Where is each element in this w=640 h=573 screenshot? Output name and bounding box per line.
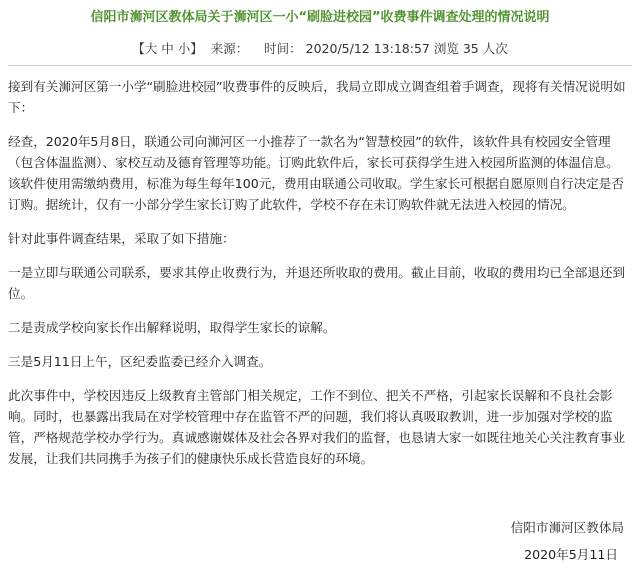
article-meta	[0, 41, 640, 57]
font-size-medium-button[interactable]: 中	[161, 41, 174, 56]
article-body	[8, 76, 626, 482]
paragraph-measure-3: 三是5月11日上午，区纪委监委已经介入调查。	[8, 354, 272, 369]
font-size-large-button[interactable]: 大	[144, 41, 158, 56]
page-title: 信阳市浉河区教体局关于浉河区一小“刷脸进校园”收费事件调查处理的情况说明	[90, 10, 550, 25]
paragraph-measures-intro: 针对此事件调查结果，采取了如下措施：	[8, 231, 235, 246]
font-size-bracket-close: 】	[190, 41, 203, 56]
paragraph-conclusion: 此次事件中，学校因违反上级教育主管部门相关规定，工作不到位、把关不严格，引起家长误解和不良社会影响。同时，也暴露出我局在对学校管理中存在监管不严的问题，我们将认真吸取教训，进一步加强对学校的监管，严格规范学校办学行为。真诚感谢媒体及社会各界对我们的监督，也恳请大家一如既往地关心关注教育事业发展，让我们共同携手为孩子们的健康快乐成长营造良好的环境。	[8, 388, 626, 466]
time-label: 时间：	[264, 41, 302, 56]
views-unit: 人次	[482, 41, 508, 56]
views-label: 浏览	[433, 41, 459, 56]
font-size-bracket-open: 【	[132, 41, 145, 56]
paragraph-findings: 经查，2020年5月8日，联通公司向浉河区一小推荐了一款名为“智慧校园”的软件，该软件具有校园安全管理（包含体温监测）、家校互动及德育管理等功能。订购此软件后，家长可获得学生进入校园所监测的体温信息。该软件使用需缴纳费用，标准为每生每年100元，费用由联通公司收取。学生家长可根据自愿原则自行决定是否订购。据统计，仅有一小部分学生家长订购了此软件，学校不存在未订购软件就无法进入校园的情况。	[8, 134, 624, 212]
signature-date: 2020年5月11日	[524, 547, 618, 562]
signature-org: 信阳市浉河区教体局	[510, 520, 624, 535]
paragraph-measure-2: 二是责成学校向家长作出解释说明，取得学生家长的谅解。	[8, 320, 336, 335]
header-divider	[8, 65, 632, 66]
source-label: 来源：	[210, 41, 249, 56]
paragraph-intro: 接到有关浉河区第一小学“刷脸进校园”收费事件的反映后，我局立即成立调查组着手调查，现将有关情况说明如下：	[8, 79, 626, 115]
font-size-small-button[interactable]: 小	[177, 41, 191, 56]
views-count: 35	[462, 41, 479, 56]
paragraph-measure-1: 一是立即与联通公司联系，要求其停止收费行为，并退还所收取的费用。截止目前，收取的费用均已全部退还到位。	[8, 265, 626, 301]
time-value: 2020/5/12 13:18:57	[305, 41, 430, 56]
